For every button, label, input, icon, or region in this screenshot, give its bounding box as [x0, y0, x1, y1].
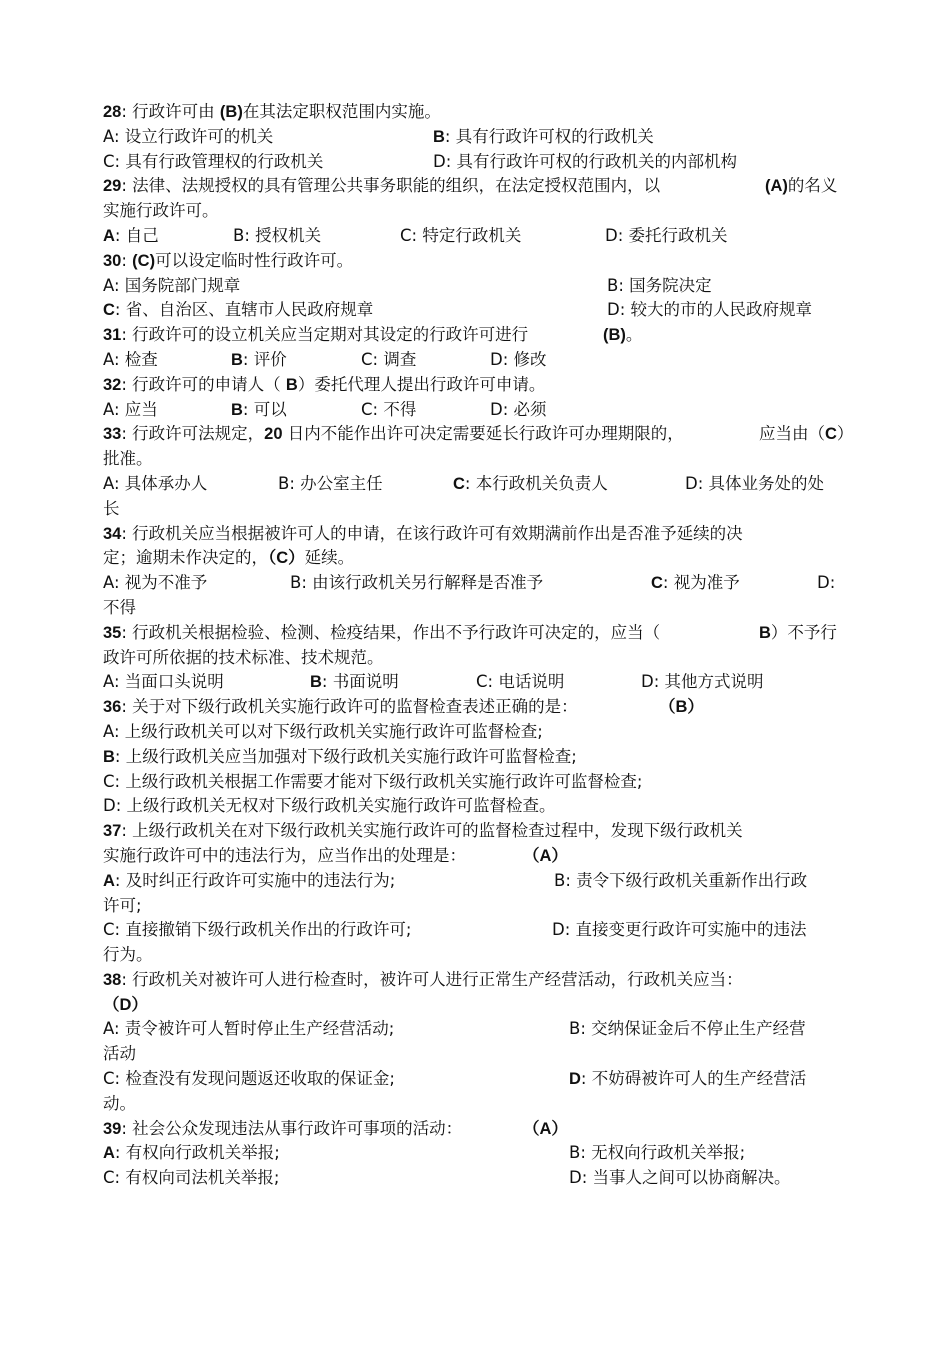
answer: （B）	[659, 698, 704, 717]
question-number: 38	[103, 970, 122, 989]
question-text: 法律、法规授权的具有管理公共事务职能的组织，在法定授权范围内，以	[126, 176, 661, 196]
question-text: 行政机关应当根据被许可人的申请，在该行政许可有效期满前作出是否准予延续的决	[126, 523, 743, 543]
option-d: D: 其他方式说明	[641, 672, 764, 692]
option-a: A: 视为不准予	[103, 573, 208, 593]
option-d: D: 当事人之间可以协商解决。	[569, 1168, 791, 1188]
answer: B	[285, 375, 298, 394]
question-continuation: 定；逾期未作决定的，（C）延续。	[103, 548, 355, 568]
question-number: 35	[103, 623, 122, 642]
option-c: C: 视为准予	[651, 573, 740, 593]
option-d: D: 较大的市的人民政府规章	[607, 300, 813, 320]
option-d: D: 委托行政机关	[605, 225, 728, 245]
option-row	[103, 298, 848, 323]
option-a: A: 有权向行政机关举报;	[103, 1143, 280, 1163]
question-continuation: 实施行政许可。	[103, 201, 219, 221]
answer: (A)的名义	[765, 177, 838, 196]
question-28	[103, 100, 848, 125]
option-a: A: 具体承办人	[103, 473, 208, 493]
answer: (B)	[219, 103, 243, 121]
option-d: D: 具体业务处的处	[685, 473, 825, 493]
question-continuation: 实施行政许可中的违法行为，应当作出的处理是： （A）	[103, 844, 848, 869]
option-b: B: 无权向行政机关举报;	[569, 1143, 746, 1163]
option-b: B: 办公室主任	[278, 473, 383, 493]
question-text: 关于对下级行政机关实施行政许可的监督检查表述正确的是：	[126, 697, 578, 717]
option-b: B: 由该行政机关另行解释是否准予	[290, 573, 544, 593]
option-c: C: 上级行政机关根据工作需要才能对下级行政机关实施行政许可监督检查;	[103, 771, 643, 791]
option-b: B: 可以	[231, 399, 287, 419]
option-a: A: 设立行政许可的机关	[103, 126, 274, 146]
option-continuation: 许可;	[103, 895, 142, 915]
answer: （C）	[268, 549, 305, 568]
option-a: A: 责令被许可人暂时停止生产经营活动;	[103, 1019, 395, 1039]
option-row	[103, 918, 848, 943]
option-row	[103, 571, 848, 596]
option-a: A: 检查	[103, 349, 158, 369]
option-row	[103, 398, 848, 423]
question-38: 38: 行政机关对被许可人进行检查时，被许可人进行正常生产经营活动，行政机关应当：	[103, 969, 743, 989]
option-b: B: 交纳保证金后不停止生产经营	[569, 1019, 806, 1039]
option-c: C: 检查没有发现问题返还收取的保证金;	[103, 1069, 395, 1089]
option-d: D: 直接变更行政许可实施中的违法	[552, 920, 807, 940]
option-continuation: 动。	[103, 1093, 136, 1113]
days-number: 20	[264, 425, 283, 444]
question-31: 31: 行政许可的设立机关应当定期对其设定的行政许可进行 (B)。	[103, 323, 848, 348]
option-row	[103, 224, 848, 249]
option-row	[103, 869, 848, 894]
option-row	[103, 1067, 848, 1092]
question-30: 30: (C)可以设定临时性行政许可。	[103, 250, 354, 270]
question-text: 行政许可的申请人（	[126, 374, 286, 394]
question-number: 31	[103, 326, 122, 345]
question-number: 36	[103, 698, 122, 717]
option-continuation: 行为。	[103, 945, 153, 965]
option-row	[103, 274, 848, 299]
question-text: 行政机关根据检验、检测、检疫结果，作出不予行政许可决定的，应当（	[126, 622, 661, 642]
question-34: 34: 行政机关应当根据被许可人的申请，在该行政许可有效期满前作出是否准予延续的决	[103, 523, 743, 543]
option-b: B: 具有行政许可权的行政机关	[433, 126, 654, 146]
option-c: C: 电话说明	[476, 672, 565, 692]
answer: 应当由（C）	[759, 424, 854, 444]
option-a: A: 当面口头说明	[103, 672, 224, 692]
answer: (C)	[132, 251, 156, 270]
question-32: 32: 行政许可的申请人（ B）委托代理人提出行政许可申请。	[103, 374, 546, 394]
question-number: 34	[103, 524, 122, 543]
answer: B）不予行	[759, 622, 837, 642]
option-b: B: 书面说明	[310, 672, 399, 692]
option-b: B: 上级行政机关应当加强对下级行政机关实施行政许可监督检查;	[103, 746, 577, 766]
question-33: 33: 行政许可法规定，20 日内不能作出许可决定需要延长行政许可办理期限的， 应当由（C）	[103, 422, 848, 447]
answer: （D）	[103, 995, 148, 1014]
option-c: C: 不得	[361, 399, 417, 419]
question-number: 33	[103, 425, 122, 444]
question-continuation: 政许可所依据的技术标准、技术规范。	[103, 647, 384, 667]
question-36: 36: 关于对下级行政机关实施行政许可的监督检查表述正确的是： （B）	[103, 695, 848, 720]
option-c: C: 直接撤销下级行政机关作出的行政许可;	[103, 920, 412, 940]
question-text: 行政许可由	[126, 102, 220, 121]
question-continuation: 批准。	[103, 449, 153, 469]
question-text: 日内不能作出许可决定需要延长行政许可办理期限的，	[282, 424, 684, 444]
question-35: 35: 行政机关根据检验、检测、检疫结果，作出不予行政许可决定的，应当（ B）不予行	[103, 621, 848, 646]
option-a: A: 自己	[103, 225, 159, 245]
option-b: B: 评价	[231, 349, 287, 369]
question-text: 在其法定职权范围内实施。	[242, 102, 441, 121]
question-text: 行政许可法规定，	[126, 424, 265, 444]
option-row	[103, 1017, 848, 1042]
option-c: C: 本行政机关负责人	[453, 473, 608, 493]
option-d: D:	[817, 573, 836, 593]
answer: (B)。	[603, 326, 643, 345]
option-a: A: 及时纠正行政许可实施中的违法行为;	[103, 870, 396, 890]
question-number: 29	[103, 177, 122, 196]
option-c: C: 调查	[361, 349, 417, 369]
question-number: 39	[103, 1119, 122, 1138]
option-d: D: 上级行政机关无权对下级行政机关实施行政许可监督检查。	[103, 796, 556, 816]
option-row	[103, 1166, 848, 1191]
option-c: C: 特定行政机关	[400, 225, 522, 245]
option-c: C: 具有行政管理权的行政机关	[103, 151, 324, 171]
answer: （A）	[523, 1119, 568, 1138]
option-b: B: 授权机关	[233, 225, 322, 245]
question-text: 社会公众发现违法从事行政许可事项的活动：	[126, 1118, 463, 1138]
question-number: 28	[103, 103, 122, 121]
question-text: ）委托代理人提出行政许可申请。	[297, 374, 546, 394]
option-d: D: 不妨碍被许可人的生产经营活	[569, 1069, 807, 1089]
option-b: B: 责令下级行政机关重新作出行政	[554, 870, 808, 890]
option-row	[103, 670, 848, 695]
option-row	[103, 150, 848, 175]
question-number: 32	[103, 375, 122, 394]
separator: :	[121, 102, 127, 121]
option-a: A: 国务院部门规章	[103, 275, 241, 295]
question-number: 37	[103, 822, 122, 841]
option-c: C: 有权向司法机关举报;	[103, 1168, 280, 1188]
option-row	[103, 348, 848, 373]
option-d: D: 必须	[490, 399, 547, 419]
option-a: A: 上级行政机关可以对下级行政机关实施行政许可监督检查;	[103, 721, 543, 741]
question-list	[103, 100, 854, 1191]
answer: （A）	[523, 846, 568, 865]
question-39: 39: 社会公众发现违法从事行政许可事项的活动： （A）	[103, 1117, 848, 1142]
question-37: 37: 上级行政机关在对下级行政机关实施行政许可的监督检查过程中，发现下级行政机关	[103, 821, 743, 841]
option-continuation: 长	[103, 498, 120, 518]
option-continuation: 不得	[103, 597, 136, 617]
question-text: 行政许可的设立机关应当定期对其设定的行政许可进行	[126, 325, 529, 345]
option-c: C: 省、自治区、直辖市人民政府规章	[103, 300, 374, 320]
option-d: D: 修改	[490, 349, 547, 369]
option-row	[103, 125, 848, 150]
option-row	[103, 1141, 848, 1166]
question-29: 29: 法律、法规授权的具有管理公共事务职能的组织，在法定授权范围内，以 (A)的名义	[103, 174, 848, 199]
question-number: 30	[103, 251, 122, 270]
option-continuation: 活动	[103, 1044, 136, 1064]
question-text: 行政机关对被许可人进行检查时，被许可人进行正常生产经营活动，行政机关应当：	[126, 969, 743, 989]
option-a: A: 应当	[103, 399, 158, 419]
option-row	[103, 472, 848, 497]
question-text: 可以设定临时性行政许可。	[155, 250, 354, 270]
question-text: 上级行政机关在对下级行政机关实施行政许可的监督检查过程中，发现下级行政机关	[126, 821, 743, 841]
option-d: D: 具有行政许可权的行政机关的内部机构	[433, 151, 738, 171]
option-b: B: 国务院决定	[607, 275, 712, 295]
